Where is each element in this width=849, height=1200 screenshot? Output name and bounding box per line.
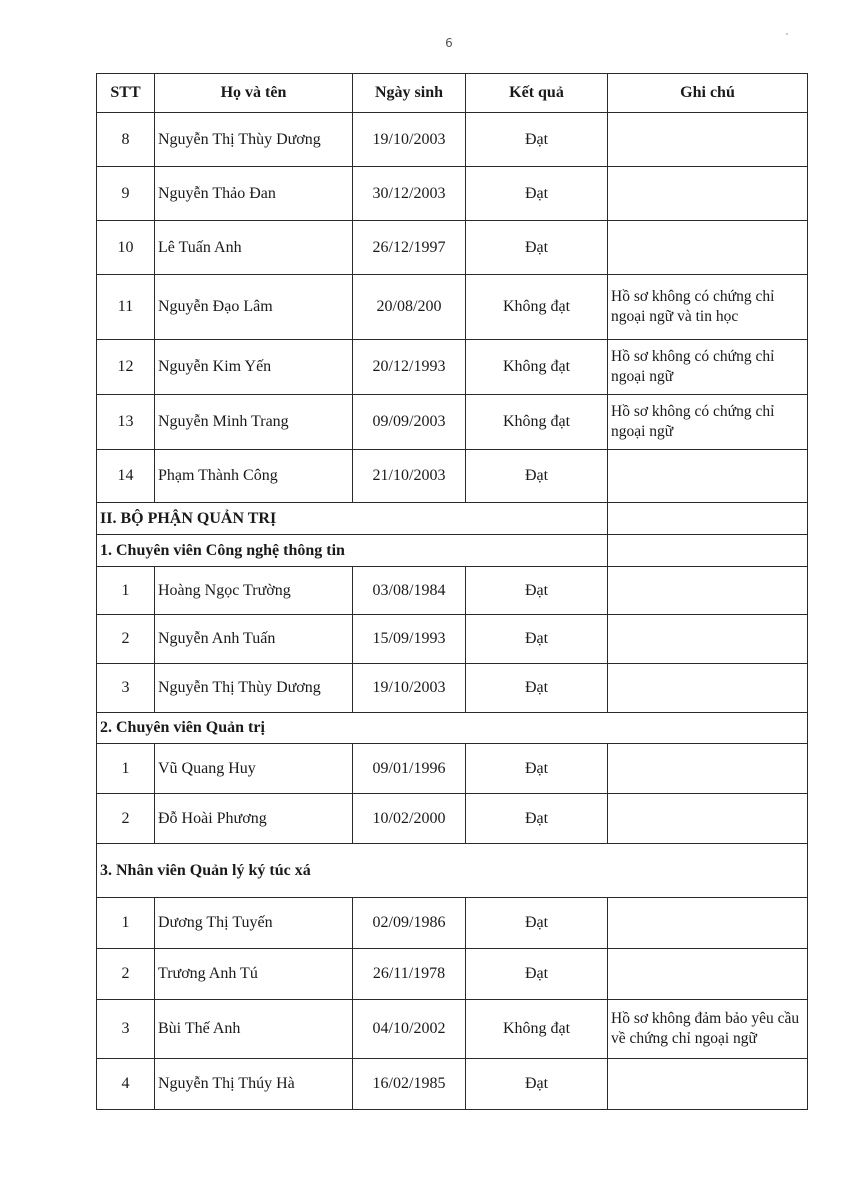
cell-result: Đạt — [466, 898, 608, 949]
header-result: Kết quả — [466, 74, 608, 113]
cell-note — [608, 1059, 808, 1110]
table-row — [97, 744, 808, 794]
cell-dob: 16/02/1985 — [353, 1059, 466, 1110]
cell-dob: 19/10/2003 — [353, 113, 466, 167]
cell-result: Đạt — [466, 167, 608, 221]
cell-name: Vũ Quang Huy — [155, 744, 353, 794]
cell-result: Đạt — [466, 744, 608, 794]
cell-note: Hồ sơ không có chứng chỉ ngoại ngữ — [608, 340, 808, 395]
cell-stt: 11 — [97, 275, 155, 340]
table-row — [97, 395, 808, 450]
cell-name: Nguyễn Kim Yến — [155, 340, 353, 395]
table-row — [97, 1059, 808, 1110]
cell-stt: 13 — [97, 395, 155, 450]
header-note: Ghi chú — [608, 74, 808, 113]
header-name: Họ và tên — [155, 74, 353, 113]
table-row — [97, 113, 808, 167]
cell-stt: 1 — [97, 744, 155, 794]
subsection-header-row — [97, 844, 808, 898]
subsection-header-row — [97, 713, 808, 744]
cell-stt: 1 — [97, 898, 155, 949]
table-row — [97, 949, 808, 1000]
cell-note: Hồ sơ không có chứng chỉ ngoại ngữ — [608, 395, 808, 450]
cell-name: Bùi Thế Anh — [155, 1000, 353, 1059]
cell-dob: 09/01/1996 — [353, 744, 466, 794]
cell-dob: 04/10/2002 — [353, 1000, 466, 1059]
cell-note — [608, 664, 808, 713]
table-row — [97, 898, 808, 949]
cell-result: Đạt — [466, 664, 608, 713]
cell-name: Trương Anh Tú — [155, 949, 353, 1000]
cell-stt: 9 — [97, 167, 155, 221]
cell-stt: 4 — [97, 1059, 155, 1110]
table-row — [97, 1000, 808, 1059]
cell-result: Đạt — [466, 221, 608, 275]
cell-stt: 12 — [97, 340, 155, 395]
cell-result: Không đạt — [466, 275, 608, 340]
table-row — [97, 167, 808, 221]
cell-note — [608, 949, 808, 1000]
cell-result: Đạt — [466, 794, 608, 844]
cell-dob: 26/11/1978 — [353, 949, 466, 1000]
subsection-header-row — [97, 535, 808, 567]
cell-name: Lê Tuấn Anh — [155, 221, 353, 275]
cell-name: Nguyễn Anh Tuấn — [155, 615, 353, 664]
cell-note — [608, 567, 808, 615]
cell-stt: 10 — [97, 221, 155, 275]
cell-stt: 2 — [97, 949, 155, 1000]
cell-name: Nguyễn Thị Thùy Dương — [155, 113, 353, 167]
scan-speck — [786, 33, 788, 35]
section-header-row — [97, 503, 808, 535]
cell-name: Dương Thị Tuyến — [155, 898, 353, 949]
subsection-title: 3. Nhân viên Quản lý ký túc xá — [97, 844, 808, 898]
cell-dob: 21/10/2003 — [353, 450, 466, 503]
cell-note — [608, 615, 808, 664]
cell-stt: 14 — [97, 450, 155, 503]
cell-note — [608, 535, 808, 567]
cell-result: Đạt — [466, 1059, 608, 1110]
cell-note — [608, 503, 808, 535]
cell-result: Không đạt — [466, 1000, 608, 1059]
cell-name: Nguyễn Thảo Đan — [155, 167, 353, 221]
cell-note — [608, 113, 808, 167]
cell-name: Hoàng Ngọc Trường — [155, 567, 353, 615]
page-number: 6 — [445, 36, 453, 50]
subsection-title: 2. Chuyên viên Quản trị — [97, 713, 808, 744]
table-row — [97, 275, 808, 340]
cell-note — [608, 221, 808, 275]
table-row — [97, 340, 808, 395]
cell-dob: 26/12/1997 — [353, 221, 466, 275]
cell-stt: 2 — [97, 794, 155, 844]
cell-stt: 3 — [97, 664, 155, 713]
cell-result: Đạt — [466, 450, 608, 503]
cell-name: Nguyễn Đạo Lâm — [155, 275, 353, 340]
table-row — [97, 615, 808, 664]
cell-note — [608, 744, 808, 794]
cell-note — [608, 167, 808, 221]
table-row — [97, 794, 808, 844]
cell-dob: 10/02/2000 — [353, 794, 466, 844]
cell-dob: 03/08/1984 — [353, 567, 466, 615]
section-title: II. BỘ PHẬN QUẢN TRỊ — [97, 503, 608, 535]
table-row — [97, 567, 808, 615]
cell-note — [608, 450, 808, 503]
cell-result: Đạt — [466, 113, 608, 167]
table-row — [97, 221, 808, 275]
cell-result: Đạt — [466, 949, 608, 1000]
cell-result: Đạt — [466, 615, 608, 664]
cell-dob: 02/09/1986 — [353, 898, 466, 949]
cell-dob: 15/09/1993 — [353, 615, 466, 664]
cell-stt: 1 — [97, 567, 155, 615]
header-stt: STT — [97, 74, 155, 113]
cell-result: Không đạt — [466, 340, 608, 395]
cell-name: Nguyễn Thị Thúy Hà — [155, 1059, 353, 1110]
cell-name: Nguyễn Minh Trang — [155, 395, 353, 450]
cell-dob: 19/10/2003 — [353, 664, 466, 713]
header-row — [97, 74, 808, 113]
cell-stt: 8 — [97, 113, 155, 167]
cell-stt: 2 — [97, 615, 155, 664]
cell-note: Hồ sơ không có chứng chỉ ngoại ngữ và tin học — [608, 275, 808, 340]
cell-dob: 20/12/1993 — [353, 340, 466, 395]
cell-dob: 09/09/2003 — [353, 395, 466, 450]
cell-dob: 20/08/200 — [353, 275, 466, 340]
subsection-title: 1. Chuyên viên Công nghệ thông tin — [97, 535, 608, 567]
table-row — [97, 450, 808, 503]
cell-dob: 30/12/2003 — [353, 167, 466, 221]
cell-name: Phạm Thành Công — [155, 450, 353, 503]
cell-stt: 3 — [97, 1000, 155, 1059]
cell-result: Không đạt — [466, 395, 608, 450]
cell-note — [608, 794, 808, 844]
results-table — [96, 73, 808, 1110]
cell-result: Đạt — [466, 567, 608, 615]
cell-name: Nguyễn Thị Thùy Dương — [155, 664, 353, 713]
cell-note: Hồ sơ không đảm bảo yêu cầu về chứng chỉ ngoại ngữ — [608, 1000, 808, 1059]
cell-note — [608, 898, 808, 949]
table-row — [97, 664, 808, 713]
header-dob: Ngày sinh — [353, 74, 466, 113]
cell-name: Đỗ Hoài Phương — [155, 794, 353, 844]
